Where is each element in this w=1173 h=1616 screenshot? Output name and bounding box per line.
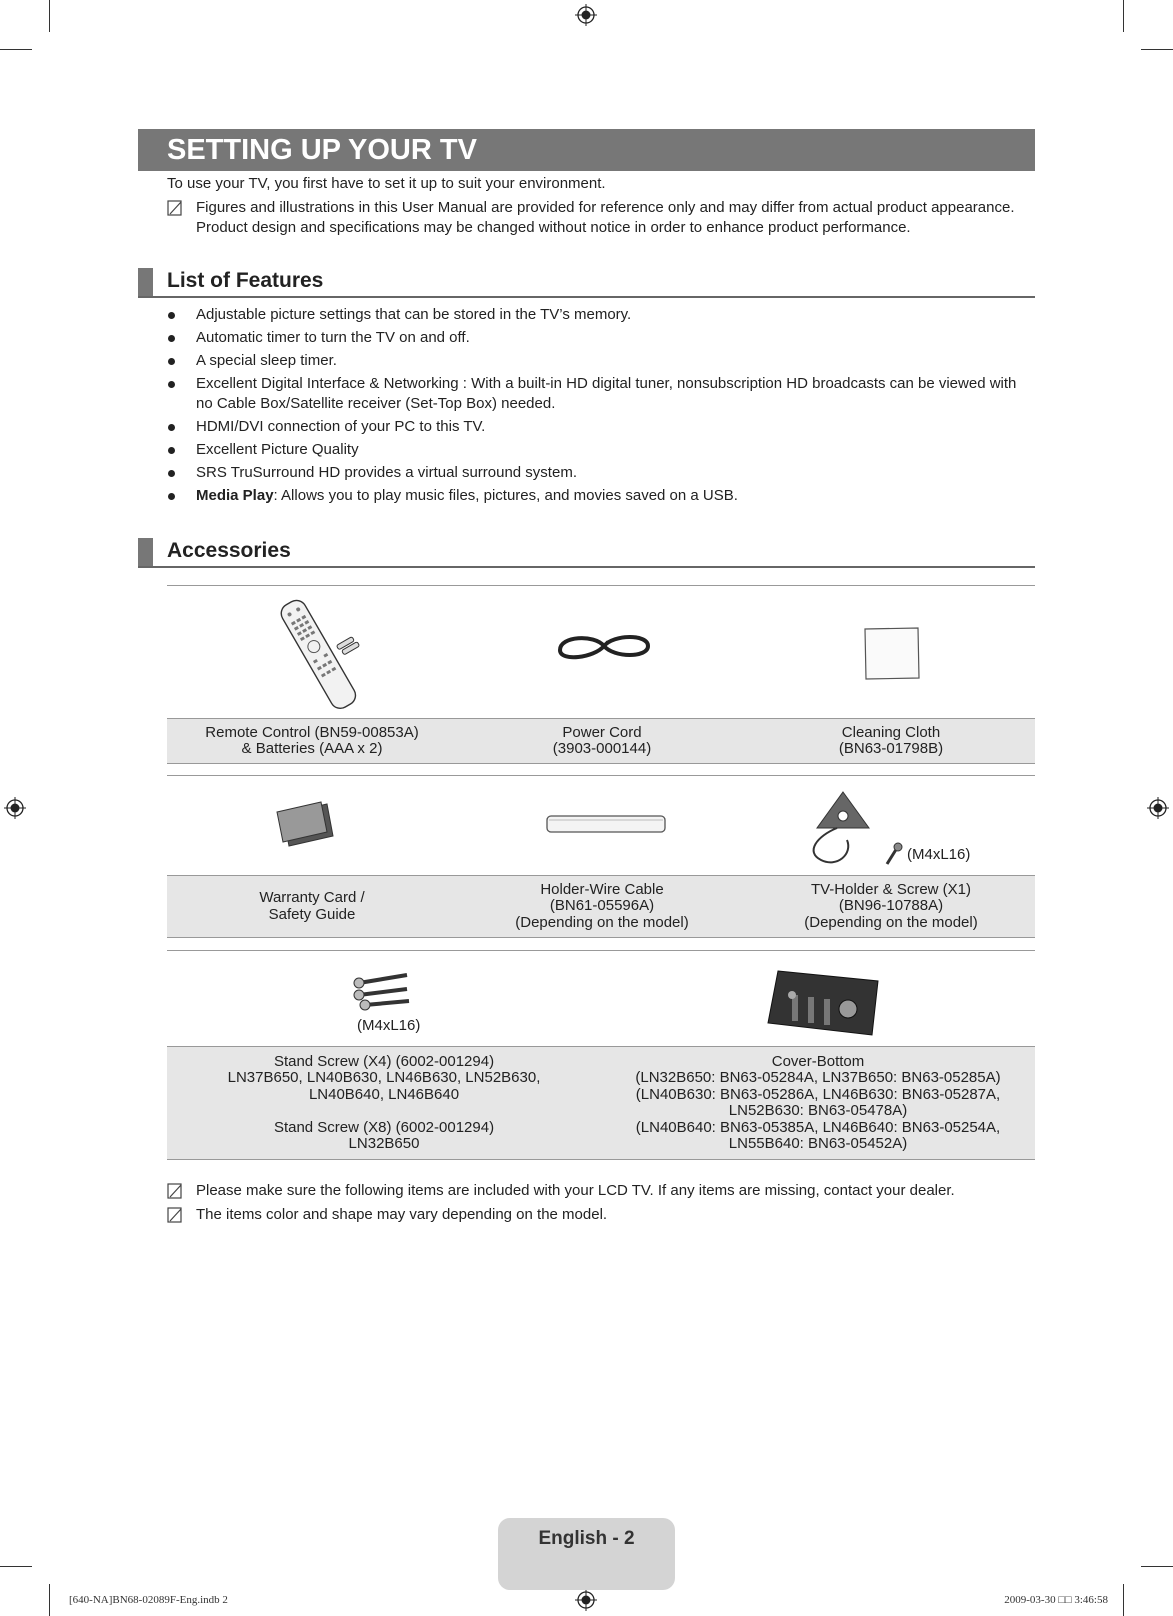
tv-holder-icon xyxy=(807,788,881,868)
caption-line: LN37B650, LN40B630, LN46B630, LN52B630, xyxy=(227,1069,541,1086)
caption-line: (Depending on the model) xyxy=(515,913,689,931)
note-icon xyxy=(167,1183,183,1199)
list-item xyxy=(167,374,1027,414)
caption-line: LN40B640, LN46B640 xyxy=(308,1085,460,1103)
holder-wire-cable-icon xyxy=(545,812,667,836)
feature-text: Adjustable picture settings that can be stored in the TV’s memory. xyxy=(196,306,632,323)
screw-size-label: (M4xL16) xyxy=(907,846,971,863)
caption-line: Safety Guide xyxy=(268,905,356,923)
section-marker xyxy=(138,538,153,566)
page-title: SETTING UP YOUR TV xyxy=(167,134,477,166)
caption-line: (LN40B640: BN63-05385A, LN46B640: BN63-05254A, xyxy=(635,1118,1001,1136)
list-item xyxy=(167,463,1027,483)
section-title: List of Features xyxy=(167,269,324,292)
caption-line: (LN40B630: BN63-05286A, LN46B630: BN63-05287A, xyxy=(635,1085,1001,1103)
accessory-caption-power-cord xyxy=(457,719,747,763)
note-icon xyxy=(167,1207,183,1223)
registration-mark-icon xyxy=(575,1589,597,1611)
caption-line: (LN32B650: BN63-05284A, LN37B650: BN63-05285A) xyxy=(635,1069,1001,1086)
caption-line: Holder-Wire Cable xyxy=(540,880,664,898)
accessory-caption-holder-wire xyxy=(457,876,747,937)
caption-line: (BN61-05596A) xyxy=(549,897,655,915)
note-line: Figures and illustrations in this User Manual are provided for reference only and may differ from actual product appearance. xyxy=(196,199,1015,216)
bullet-icon xyxy=(168,447,175,454)
registration-mark-icon xyxy=(1147,797,1169,819)
bullet-icon xyxy=(168,493,175,500)
caption-line: LN32B650 xyxy=(348,1135,420,1152)
caption-line: Remote Control (BN59-00853A) xyxy=(205,723,419,741)
caption-line: Stand Screw (X8) (6002-001294) xyxy=(273,1118,495,1136)
crop-mark xyxy=(1141,49,1173,50)
crop-mark xyxy=(1123,1584,1124,1616)
crop-mark xyxy=(1141,1566,1173,1567)
note-text: The items color and shape may vary depending on the model. xyxy=(196,1206,608,1223)
note-text: Please make sure the following items are included with your LCD TV. If any items are missing, contact your dealer. xyxy=(196,1182,955,1199)
caption-line: (BN96-10788A) xyxy=(838,897,944,915)
list-item xyxy=(167,486,1027,506)
feature-text: Automatic timer to turn the TV on and off. xyxy=(196,329,470,346)
stand-screws-icon xyxy=(353,969,413,1011)
accessory-caption-warranty xyxy=(167,876,457,937)
remote-control-icon xyxy=(267,594,367,714)
cover-bottom-icon xyxy=(764,965,884,1041)
list-item xyxy=(167,328,1027,348)
feature-bold-text: Media Play xyxy=(196,487,274,504)
accessories-row-3 xyxy=(167,950,1035,1160)
accessory-caption-remote xyxy=(167,719,457,763)
feature-text: Excellent Digital Interface & Networking : With a built-in HD digital tuner, nonsubscription HD broadcasts can be viewed with no Cable Box/Satellite receiver (Set-Top Box) needed. xyxy=(196,375,1017,412)
note-line: Product design and specifications may be changed without notice in order to enhance product performance. xyxy=(196,219,911,236)
bullet-icon xyxy=(168,470,175,477)
image-row xyxy=(167,951,1035,1046)
note xyxy=(167,198,1047,240)
power-cord-icon xyxy=(554,628,654,668)
features-list xyxy=(167,305,1027,509)
list-item xyxy=(167,305,1027,325)
caption-line: Stand Screw (X4) (6002-001294) xyxy=(273,1052,495,1070)
list-item xyxy=(167,417,1027,437)
section-title: Accessories xyxy=(167,539,291,562)
crop-mark xyxy=(0,1566,32,1567)
note-icon xyxy=(167,200,183,216)
feature-text: HDMI/DVI connection of your PC to this TV. xyxy=(196,418,486,435)
page-title-bar xyxy=(138,129,1035,171)
accessory-caption-cloth xyxy=(747,719,1035,763)
feature-text: Excellent Picture Quality xyxy=(196,441,359,458)
crop-mark xyxy=(1123,0,1124,32)
crop-mark xyxy=(49,1584,50,1616)
section-heading-features xyxy=(138,268,1035,298)
feature-text: : Allows you to play music files, pictures, and movies saved on a USB. xyxy=(273,487,738,504)
caption-line: LN52B630: BN63-05478A) xyxy=(728,1102,908,1119)
print-slug-right: 2009-03-30 □□ 3:46:58 xyxy=(1004,1594,1108,1606)
accessory-caption-stand-screw xyxy=(167,1047,601,1159)
caption-line: LN55B640: BN63-05452A) xyxy=(728,1135,908,1152)
note xyxy=(167,1205,1047,1225)
accessories-row-2 xyxy=(167,775,1035,938)
intro-text: To use your TV, you first have to set it up to suit your environment. xyxy=(167,175,606,192)
note-text xyxy=(196,198,1046,238)
note xyxy=(167,1181,1047,1201)
page-number-tab xyxy=(498,1518,675,1590)
caption-line: (Depending on the model) xyxy=(804,913,978,931)
crop-mark xyxy=(0,49,32,50)
caption-line: Power Cord xyxy=(562,723,642,741)
bullet-icon xyxy=(168,335,175,342)
registration-mark-icon xyxy=(4,797,26,819)
screw-size-label: (M4xL16) xyxy=(357,1017,421,1034)
bullet-icon xyxy=(168,358,175,365)
feature-text: SRS TruSurround HD provides a virtual surround system. xyxy=(196,464,577,481)
bullet-icon xyxy=(168,381,175,388)
image-row xyxy=(167,776,1035,875)
page-number: English - 2 xyxy=(538,1528,635,1549)
bullet-icon xyxy=(168,424,175,431)
caption-line: & Batteries (AAA x 2) xyxy=(241,740,383,757)
list-item xyxy=(167,440,1027,460)
list-item xyxy=(167,351,1027,371)
caption-row xyxy=(167,1046,1035,1160)
section-heading-accessories xyxy=(138,538,1035,568)
crop-mark xyxy=(49,0,50,32)
accessories-row-1 xyxy=(167,585,1035,764)
section-marker xyxy=(138,268,153,296)
cleaning-cloth-icon xyxy=(862,626,922,682)
caption-line xyxy=(167,1103,601,1120)
image-row xyxy=(167,586,1035,718)
warranty-card-icon xyxy=(275,798,339,848)
print-slug-left: [640-NA]BN68-02089F-Eng.indb 2 xyxy=(69,1594,228,1606)
caption-line: (3903-000144) xyxy=(552,740,652,757)
accessory-caption-cover-bottom xyxy=(601,1047,1035,1159)
feature-text: A special sleep timer. xyxy=(196,352,337,369)
caption-line: TV-Holder & Screw (X1) xyxy=(810,880,972,898)
screw-icon xyxy=(885,842,903,866)
caption-line: Cleaning Cloth xyxy=(841,723,941,741)
bullet-icon xyxy=(168,312,175,319)
caption-row xyxy=(167,875,1035,938)
accessory-caption-tv-holder xyxy=(747,876,1035,937)
caption-line: Warranty Card / xyxy=(259,889,365,906)
caption-line: Cover-Bottom xyxy=(771,1052,865,1070)
registration-mark-icon xyxy=(575,4,597,26)
caption-line: (BN63-01798B) xyxy=(838,740,944,757)
caption-row xyxy=(167,718,1035,764)
